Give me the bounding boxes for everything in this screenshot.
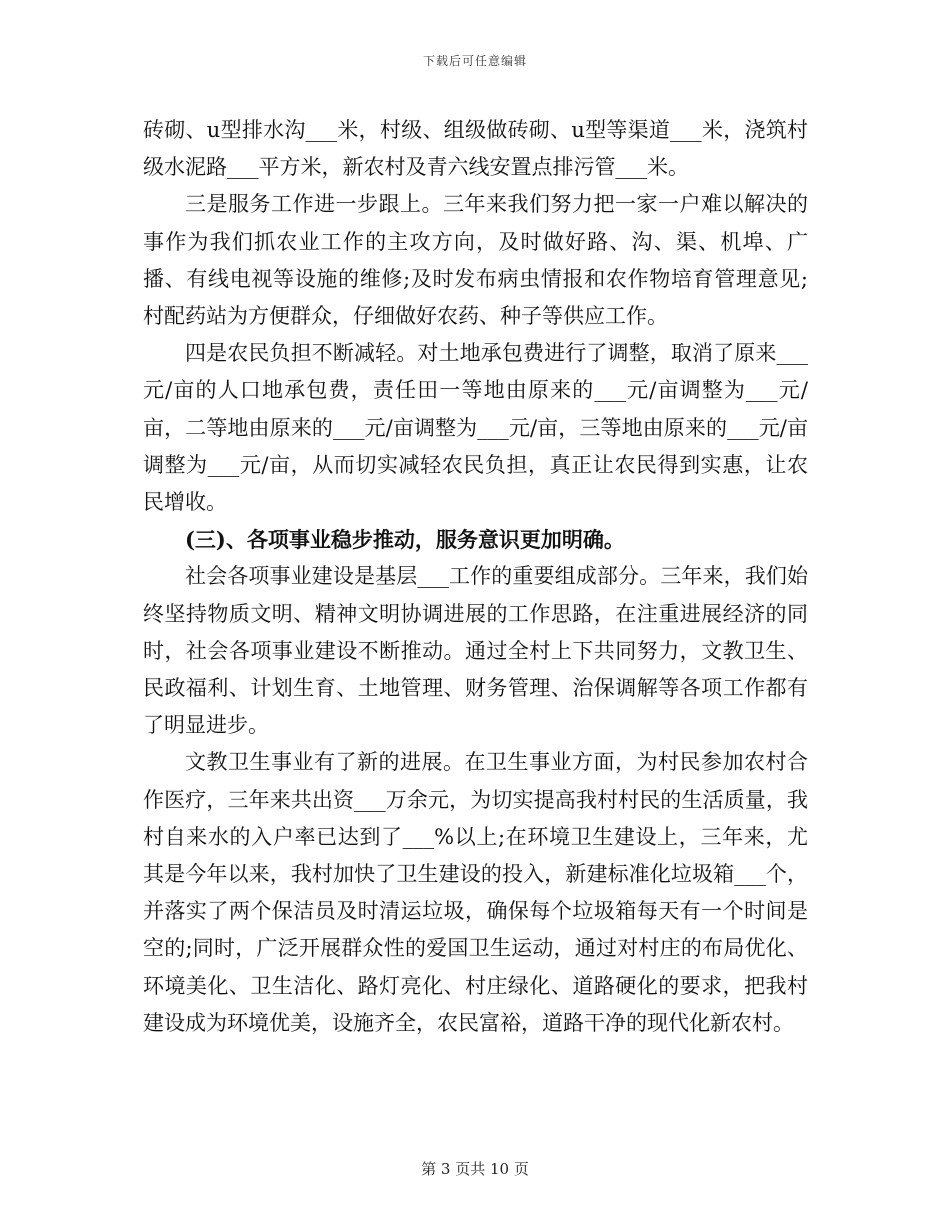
- page-number: 第 3 页共 10 页: [421, 1160, 529, 1178]
- paragraph-farmer-burden: 四是农民负担不断减轻。对土地承包费进行了调整，取消了原来___元/亩的人口地承包费，责任田一等地由原来的___元/亩调整为___元/亩，二等地由原来的___元/亩调整为___元/亩，三等地由原来的___元/亩调整为___元/亩，从而切实减轻农民负担，真正让农民得到实惠，让农民增收。: [143, 341, 808, 515]
- paragraph-social-undertakings: 社会各项事业建设是基层___工作的重要组成部分。三年来，我们始终坚持物质文明、精神文明协调进展的工作思路，在注重进展经济的同时，社会各项事业建设不断推动。通过全村上下共同努力，文教卫生、民政福利、计划生育、土地管理、财务管理、治保调解等各项工作都有了明显进步。: [143, 564, 808, 738]
- paragraph-service-work: 三是服务工作进一步跟上。三年来我们努力把一家一户难以解决的事作为我们抓农业工作的主攻方向，及时做好路、沟、渠、机埠、广播、有线电视等设施的维修;及时发布病虫情报和农作物培育管理意见;村配药站为方便群众，仔细做好农药、种子等供应工作。: [143, 192, 808, 329]
- paragraph-health-culture: 文教卫生事业有了新的进展。在卫生事业方面，为村民参加农村合作医疗，三年来共出资___万余元，为切实提高我村村民的生活质量，我村自来水的入户率已达到了___%以上;在环境卫生建设上，三年来，尤其是今年以来，我村加快了卫生建设的投入，新建标准化垃圾箱___个，并落实了两个保洁员及时清运垃圾，确保每个垃圾箱每天有一个时间是空的;同时，广泛开展群众性的爱国卫生运动，通过对村庄的布局优化、环境美化、卫生洁化、路灯亮化、村庄绿化、道路硬化的要求，把我村建设成为环境优美，设施齐全，农民富裕，道路干净的现代化新农村。: [143, 750, 808, 1035]
- paragraph-continuation: 砖砌、u型排水沟___米，村级、组级做砖砌、u型等渠道___米，浇筑村级水泥路___平方米，新农村及青六线安置点排污管___米。: [143, 118, 808, 180]
- page-header-note: 下载后可任意编辑: [422, 54, 527, 68]
- section-heading: (三)、各项事业稳步推动，服务意识更加明确。: [185, 527, 625, 553]
- document-body: [143, 112, 808, 1042]
